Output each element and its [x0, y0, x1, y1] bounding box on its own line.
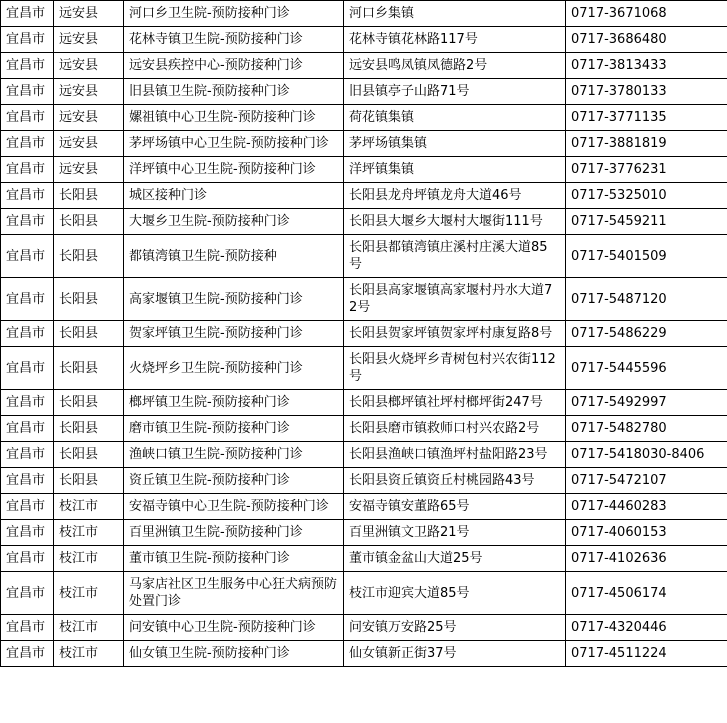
cell-address: 百里洲镇文卫路21号	[344, 520, 566, 546]
cell-county: 长阳县	[54, 183, 124, 209]
cell-city: 宜昌市	[1, 105, 54, 131]
cell-address: 长阳县贺家坪镇贺家坪村康复路8号	[344, 321, 566, 347]
cell-city: 宜昌市	[1, 520, 54, 546]
cell-clinic: 马家店社区卫生服务中心狂犬病预防处置门诊	[124, 572, 344, 615]
cell-address: 长阳县大堰乡大堰村大堰街111号	[344, 209, 566, 235]
cell-city: 宜昌市	[1, 442, 54, 468]
cell-address: 安福寺镇安董路65号	[344, 494, 566, 520]
cell-clinic: 高家堰镇卫生院-预防接种门诊	[124, 278, 344, 321]
cell-phone: 0717-3686480	[566, 27, 727, 53]
cell-address: 洋坪镇集镇	[344, 157, 566, 183]
table-row	[1, 1, 727, 27]
cell-clinic: 洋坪镇中心卫生院-预防接种门诊	[124, 157, 344, 183]
cell-city: 宜昌市	[1, 1, 54, 27]
table-row	[1, 416, 727, 442]
table-row	[1, 321, 727, 347]
cell-phone: 0717-4511224	[566, 641, 727, 667]
cell-phone: 0717-3881819	[566, 131, 727, 157]
cell-city: 宜昌市	[1, 209, 54, 235]
table-row	[1, 494, 727, 520]
cell-phone: 0717-5472107	[566, 468, 727, 494]
cell-clinic: 安福寺镇中心卫生院-预防接种门诊	[124, 494, 344, 520]
cell-address: 长阳县高家堰镇高家堰村丹水大道72号	[344, 278, 566, 321]
cell-city: 宜昌市	[1, 157, 54, 183]
table-row	[1, 390, 727, 416]
cell-address: 仙女镇新正街37号	[344, 641, 566, 667]
cell-phone: 0717-5459211	[566, 209, 727, 235]
cell-clinic: 渔峡口镇卫生院-预防接种门诊	[124, 442, 344, 468]
cell-city: 宜昌市	[1, 572, 54, 615]
table-row	[1, 183, 727, 209]
cell-clinic: 旧县镇卫生院-预防接种门诊	[124, 79, 344, 105]
cell-clinic: 资丘镇卫生院-预防接种门诊	[124, 468, 344, 494]
cell-phone: 0717-5325010	[566, 183, 727, 209]
cell-clinic: 嫘祖镇中心卫生院-预防接种门诊	[124, 105, 344, 131]
cell-clinic: 董市镇卫生院-预防接种门诊	[124, 546, 344, 572]
cell-phone: 0717-4102636	[566, 546, 727, 572]
cell-clinic: 远安县疾控中心-预防接种门诊	[124, 53, 344, 79]
table-row	[1, 572, 727, 615]
cell-clinic: 茅坪场镇中心卫生院-预防接种门诊	[124, 131, 344, 157]
cell-phone: 0717-5445596	[566, 347, 727, 390]
cell-county: 远安县	[54, 1, 124, 27]
cell-county: 枝江市	[54, 546, 124, 572]
table-row	[1, 278, 727, 321]
cell-phone: 0717-3813433	[566, 53, 727, 79]
cell-address: 董市镇金盆山大道25号	[344, 546, 566, 572]
cell-address: 长阳县榔坪镇社坪村榔坪街247号	[344, 390, 566, 416]
cell-city: 宜昌市	[1, 615, 54, 641]
table-row	[1, 131, 727, 157]
cell-clinic: 百里洲镇卫生院-预防接种门诊	[124, 520, 344, 546]
table-row	[1, 27, 727, 53]
cell-county: 远安县	[54, 79, 124, 105]
cell-county: 枝江市	[54, 641, 124, 667]
cell-city: 宜昌市	[1, 641, 54, 667]
cell-county: 长阳县	[54, 442, 124, 468]
cell-address: 长阳县龙舟坪镇龙舟大道46号	[344, 183, 566, 209]
cell-city: 宜昌市	[1, 27, 54, 53]
cell-phone: 0717-3671068	[566, 1, 727, 27]
cell-county: 枝江市	[54, 572, 124, 615]
cell-clinic: 花林寺镇卫生院-预防接种门诊	[124, 27, 344, 53]
cell-phone: 0717-3771135	[566, 105, 727, 131]
cell-city: 宜昌市	[1, 79, 54, 105]
cell-county: 长阳县	[54, 468, 124, 494]
table-row	[1, 347, 727, 390]
cell-address: 问安镇万安路25号	[344, 615, 566, 641]
cell-phone: 0717-4320446	[566, 615, 727, 641]
table-row	[1, 520, 727, 546]
cell-clinic: 火烧坪乡卫生院-预防接种门诊	[124, 347, 344, 390]
cell-phone: 0717-5418030-8406	[566, 442, 727, 468]
cell-address: 花林寺镇花林路117号	[344, 27, 566, 53]
cell-clinic: 大堰乡卫生院-预防接种门诊	[124, 209, 344, 235]
cell-phone: 0717-5487120	[566, 278, 727, 321]
cell-clinic: 榔坪镇卫生院-预防接种门诊	[124, 390, 344, 416]
cell-address: 旧县镇亭子山路71号	[344, 79, 566, 105]
table-row	[1, 546, 727, 572]
cell-county: 长阳县	[54, 278, 124, 321]
cell-clinic: 河口乡卫生院-预防接种门诊	[124, 1, 344, 27]
cell-clinic: 磨市镇卫生院-预防接种门诊	[124, 416, 344, 442]
cell-county: 长阳县	[54, 390, 124, 416]
cell-phone: 0717-5492997	[566, 390, 727, 416]
cell-phone: 0717-5401509	[566, 235, 727, 278]
cell-address: 长阳县都镇湾镇庄溪村庄溪大道85号	[344, 235, 566, 278]
cell-county: 远安县	[54, 53, 124, 79]
cell-address: 远安县鸣凤镇凤德路2号	[344, 53, 566, 79]
cell-county: 长阳县	[54, 209, 124, 235]
cell-county: 远安县	[54, 131, 124, 157]
table-row	[1, 641, 727, 667]
cell-county: 长阳县	[54, 347, 124, 390]
cell-city: 宜昌市	[1, 53, 54, 79]
cell-phone: 0717-4460283	[566, 494, 727, 520]
cell-city: 宜昌市	[1, 321, 54, 347]
cell-clinic: 都镇湾镇卫生院-预防接种	[124, 235, 344, 278]
table-row	[1, 53, 727, 79]
cell-address: 长阳县火烧坪乡青树包村兴农街112号	[344, 347, 566, 390]
cell-county: 远安县	[54, 157, 124, 183]
cell-county: 枝江市	[54, 494, 124, 520]
cell-phone: 0717-3780133	[566, 79, 727, 105]
table-body	[1, 1, 727, 667]
cell-address: 长阳县渔峡口镇渔坪村盐阳路23号	[344, 442, 566, 468]
cell-address: 茅坪场镇集镇	[344, 131, 566, 157]
cell-clinic: 城区接种门诊	[124, 183, 344, 209]
cell-address: 荷花镇集镇	[344, 105, 566, 131]
cell-county: 长阳县	[54, 321, 124, 347]
table-row	[1, 105, 727, 131]
cell-county: 长阳县	[54, 416, 124, 442]
cell-phone: 0717-5482780	[566, 416, 727, 442]
cell-address: 长阳县磨市镇救师口村兴农路2号	[344, 416, 566, 442]
table-row	[1, 209, 727, 235]
table-row	[1, 235, 727, 278]
table-row	[1, 442, 727, 468]
cell-county: 枝江市	[54, 615, 124, 641]
cell-phone: 0717-3776231	[566, 157, 727, 183]
cell-city: 宜昌市	[1, 183, 54, 209]
table-row	[1, 615, 727, 641]
cell-county: 枝江市	[54, 520, 124, 546]
cell-city: 宜昌市	[1, 278, 54, 321]
cell-county: 远安县	[54, 105, 124, 131]
cell-city: 宜昌市	[1, 390, 54, 416]
cell-city: 宜昌市	[1, 347, 54, 390]
cell-address: 长阳县资丘镇资丘村桃园路43号	[344, 468, 566, 494]
cell-clinic: 贺家坪镇卫生院-预防接种门诊	[124, 321, 344, 347]
cell-phone: 0717-5486229	[566, 321, 727, 347]
cell-address: 枝江市迎宾大道85号	[344, 572, 566, 615]
cell-city: 宜昌市	[1, 468, 54, 494]
table-row	[1, 157, 727, 183]
cell-address: 河口乡集镇	[344, 1, 566, 27]
cell-clinic: 仙女镇卫生院-预防接种门诊	[124, 641, 344, 667]
cell-city: 宜昌市	[1, 416, 54, 442]
cell-county: 长阳县	[54, 235, 124, 278]
cell-city: 宜昌市	[1, 235, 54, 278]
cell-phone: 0717-4060153	[566, 520, 727, 546]
cell-city: 宜昌市	[1, 494, 54, 520]
table-row	[1, 468, 727, 494]
cell-county: 远安县	[54, 27, 124, 53]
cell-city: 宜昌市	[1, 131, 54, 157]
table-row	[1, 79, 727, 105]
cell-clinic: 问安镇中心卫生院-预防接种门诊	[124, 615, 344, 641]
cell-city: 宜昌市	[1, 546, 54, 572]
cell-phone: 0717-4506174	[566, 572, 727, 615]
